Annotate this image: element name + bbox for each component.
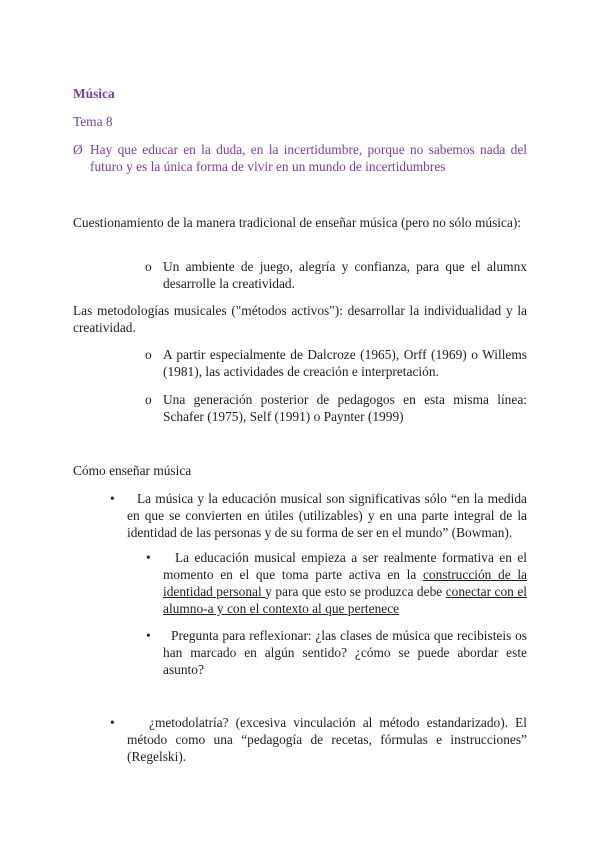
sub-bullet-icon: • (146, 550, 151, 565)
section3-heading: Cómo enseñar música (73, 463, 192, 478)
section1-intro: Cuestionamiento de la manera tradicional de enseñar música (pero no sólo música): (73, 215, 522, 230)
highlight-quote: Hay que educar en la duda, en la incertidumbre, porque no sabemos nada del futuro y es la única forma de vivir en un mundo de incertidumbres (90, 142, 527, 174)
bullet-marker-icon: o (145, 259, 152, 274)
section2-intro: Las metodologías musicales ("métodos activos"): desarrollar la individualidad y la creatividad. (73, 303, 527, 335)
quote-marker-icon: Ø (73, 142, 83, 157)
section3-point2: ¿metodolatría? (excesiva vinculación al método estandarizado). El método como una “pedagogía de recetas, fórmulas e instrucciones” (Regelski). (127, 715, 527, 764)
bullet-marker-icon: o (145, 347, 152, 362)
sub1-text-b: y para que esto se produzca debe (265, 584, 446, 599)
section3-sub2: Pregunta para reflexionar: ¿las clases de música que recibisteis os han marcado en algún sentido? ¿cómo se puede abordar este asunto? (163, 628, 527, 677)
section2-item2: Una generación posterior de pedagogos en esta misma línea: Schafer (1975), Self (1991) o Paynter (1999) (163, 392, 527, 424)
section3-point1: La música y la educación musical son significativas sólo “en la medida en que se convierten en útiles (utilizables) y en una parte integral de la identidad de las personas y de su forma de ser en el mundo” (Bowman). (127, 491, 527, 540)
sub-bullet-icon: • (146, 628, 151, 643)
section3-sub1 (163, 549, 527, 617)
document-title: Música (73, 86, 115, 101)
bullet-dot-icon: • (110, 715, 115, 730)
sub1-text-a: La educación musical empieza a ser realmente formativa en el momento en el que toma parte activa en la (163, 550, 527, 582)
bullet-marker-icon: o (145, 392, 152, 407)
bullet-dot-icon: • (110, 491, 115, 506)
sub1-underlined-identity: construcción de la identidad personal (163, 567, 527, 599)
sub1-underlined-context: conectar con el alumno-a y con el contexto al que pertenece (163, 584, 528, 616)
section1-item1: Un ambiente de juego, alegría y confianza, para que el alumnx desarrolle la creatividad. (163, 259, 527, 291)
topic-label: Tema 8 (73, 114, 113, 129)
section2-item1: A partir especialmente de Dalcroze (1965), Orff (1969) o Willems (1981), las actividades de creación e interpretación. (163, 347, 527, 379)
